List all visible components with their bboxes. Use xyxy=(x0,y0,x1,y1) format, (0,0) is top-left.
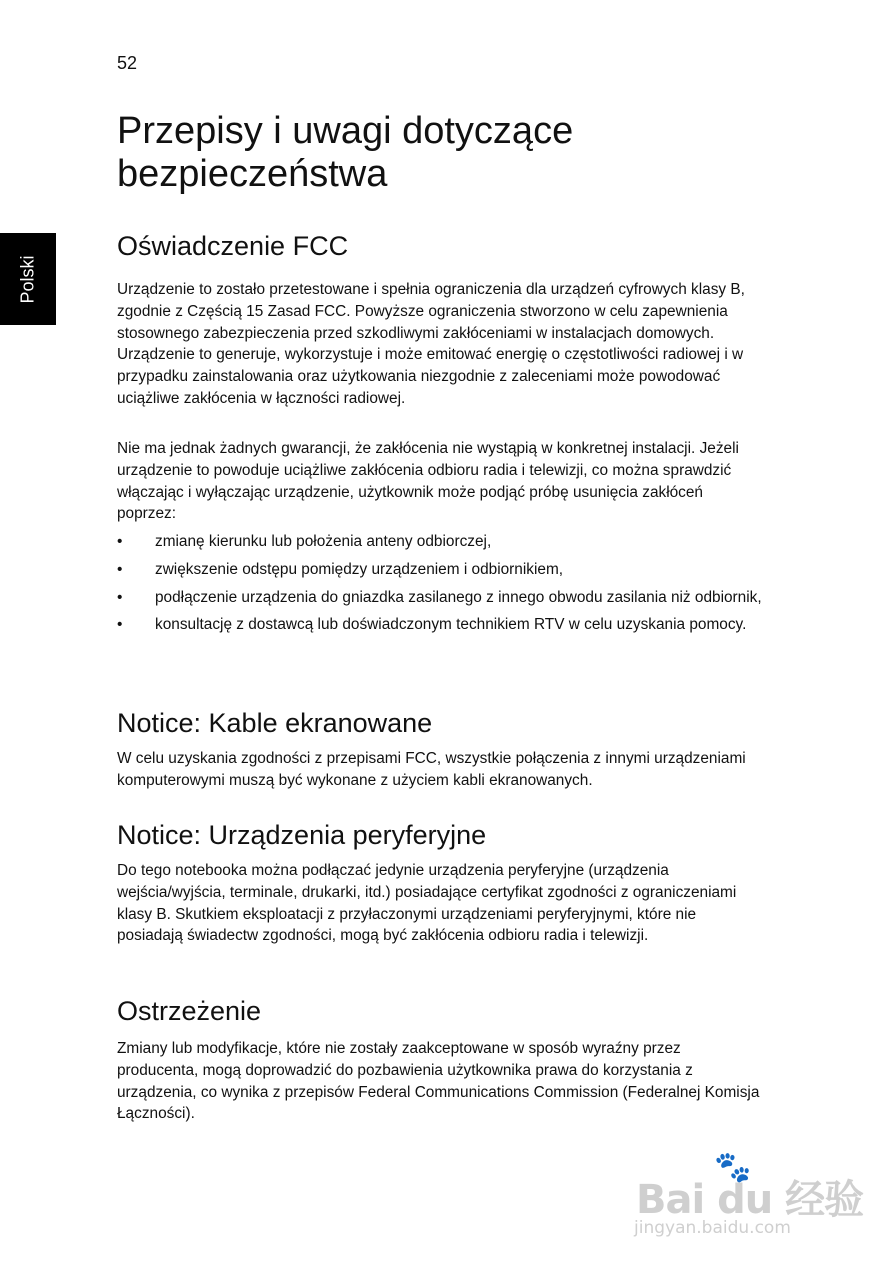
list-item: • podłączenie urządzenia do gniazdka zasilanego z innego obwodu zasilania niż odbiornik, xyxy=(117,587,762,609)
page-title: Przepisy i uwagi dotyczące bezpieczeństwa xyxy=(117,110,574,195)
section-heading-peripherals: Notice: Urządzenia peryferyjne xyxy=(117,820,487,850)
cables-paragraph: W celu uzyskania zgodności z przepisami FCC, wszystkie połączenia z innymi urządzeniami komputerowymi muszą być wykonane z użyciem kabli ekranowanych. xyxy=(117,750,746,789)
list-item: • zwiększenie odstępu pomiędzy urządzeniem i odbiornikiem, xyxy=(117,559,762,581)
section-heading-fcc: Oświadczenie FCC xyxy=(117,231,349,261)
baidu-watermark xyxy=(632,1150,864,1250)
bullet-marker: • xyxy=(117,560,123,578)
list-item: • konsultację z dostawcą lub doświadczonym technikiem RTV w celu uzyskania pomocy. xyxy=(117,614,762,636)
peripherals-paragraph: Do tego notebooka można podłączać jedynie urządzenia peryferyjne (urządzenia wejścia/wyjścia, terminale, drukarki, itd.) posiadające certyfikat zgodności z ograniczeniami klasy B. Skutkiem eksploatacji z przyłaczonymi urządzeniami peryferyjnymi, które nie posiadają świadectw zgodności, mogą być zakłócenia odbioru radia i telewizji. xyxy=(117,862,737,945)
fcc-paragraph-1: Urządzenie to zostało przetestowane i spełnia ograniczenia dla urządzeń cyfrowych klasy B, zgodnie z Częścią 15 Zasad FCC. Powyższe ograniczenia stworzono w celu zapewnienia stosownego zabezpieczenia przed szkodliwymi zakłóceniami w instalacjach domowych. Urządzenie to generuje, wykorzystuje i może emitować energię o częstotliwości radiowej i w przypadku zainstalowania oraz użytkowania niezgodnie z zaleceniami może powodować uciążliwe zakłócenia w łączności radiowej. xyxy=(117,281,745,407)
section-heading-cables: Notice: Kable ekranowane xyxy=(117,708,433,738)
fcc-remedy-list xyxy=(117,531,762,642)
bullet-marker: • xyxy=(117,616,123,634)
bullet-marker: • xyxy=(117,533,123,550)
language-tab xyxy=(0,233,56,325)
section-heading-warning: Ostrzeżenie xyxy=(117,996,262,1026)
watermark-url: jingyan.baidu.com xyxy=(634,1218,791,1238)
fcc-paragraph-2: Nie ma jednak żadnych gwarancji, że zakłócenia nie wystąpią w konkretnej instalacji. Jeżeli urządzenie to powoduje uciążliwe zakłócenia odbioru radia i telewizji, co można sprawdzić włączając i wyłączając urządzenie, użytkownik może podjąć próbę usunięcia zakłóceń poprzez: xyxy=(117,440,739,523)
paw-icon: 🐾 xyxy=(714,1150,752,1185)
bullet-marker: • xyxy=(117,588,123,606)
watermark-logo: Bai du 经验 xyxy=(636,1177,864,1223)
page-number: 52 xyxy=(117,53,138,73)
language-tab-label: Polski xyxy=(17,254,38,304)
list-item: • zmianę kierunku lub położenia anteny odbiorczej, xyxy=(117,531,762,553)
warning-paragraph: Zmiany lub modyfikacje, które nie zostały zaakceptowane w sposób wyraźny przez producenta, mogą doprowadzić do pozbawienia użytkownika prawa do korzystania z urządzenia, co wynika z przepisów Federal Communications Commission (Federalnej Komisja Łączności). xyxy=(117,1040,760,1123)
